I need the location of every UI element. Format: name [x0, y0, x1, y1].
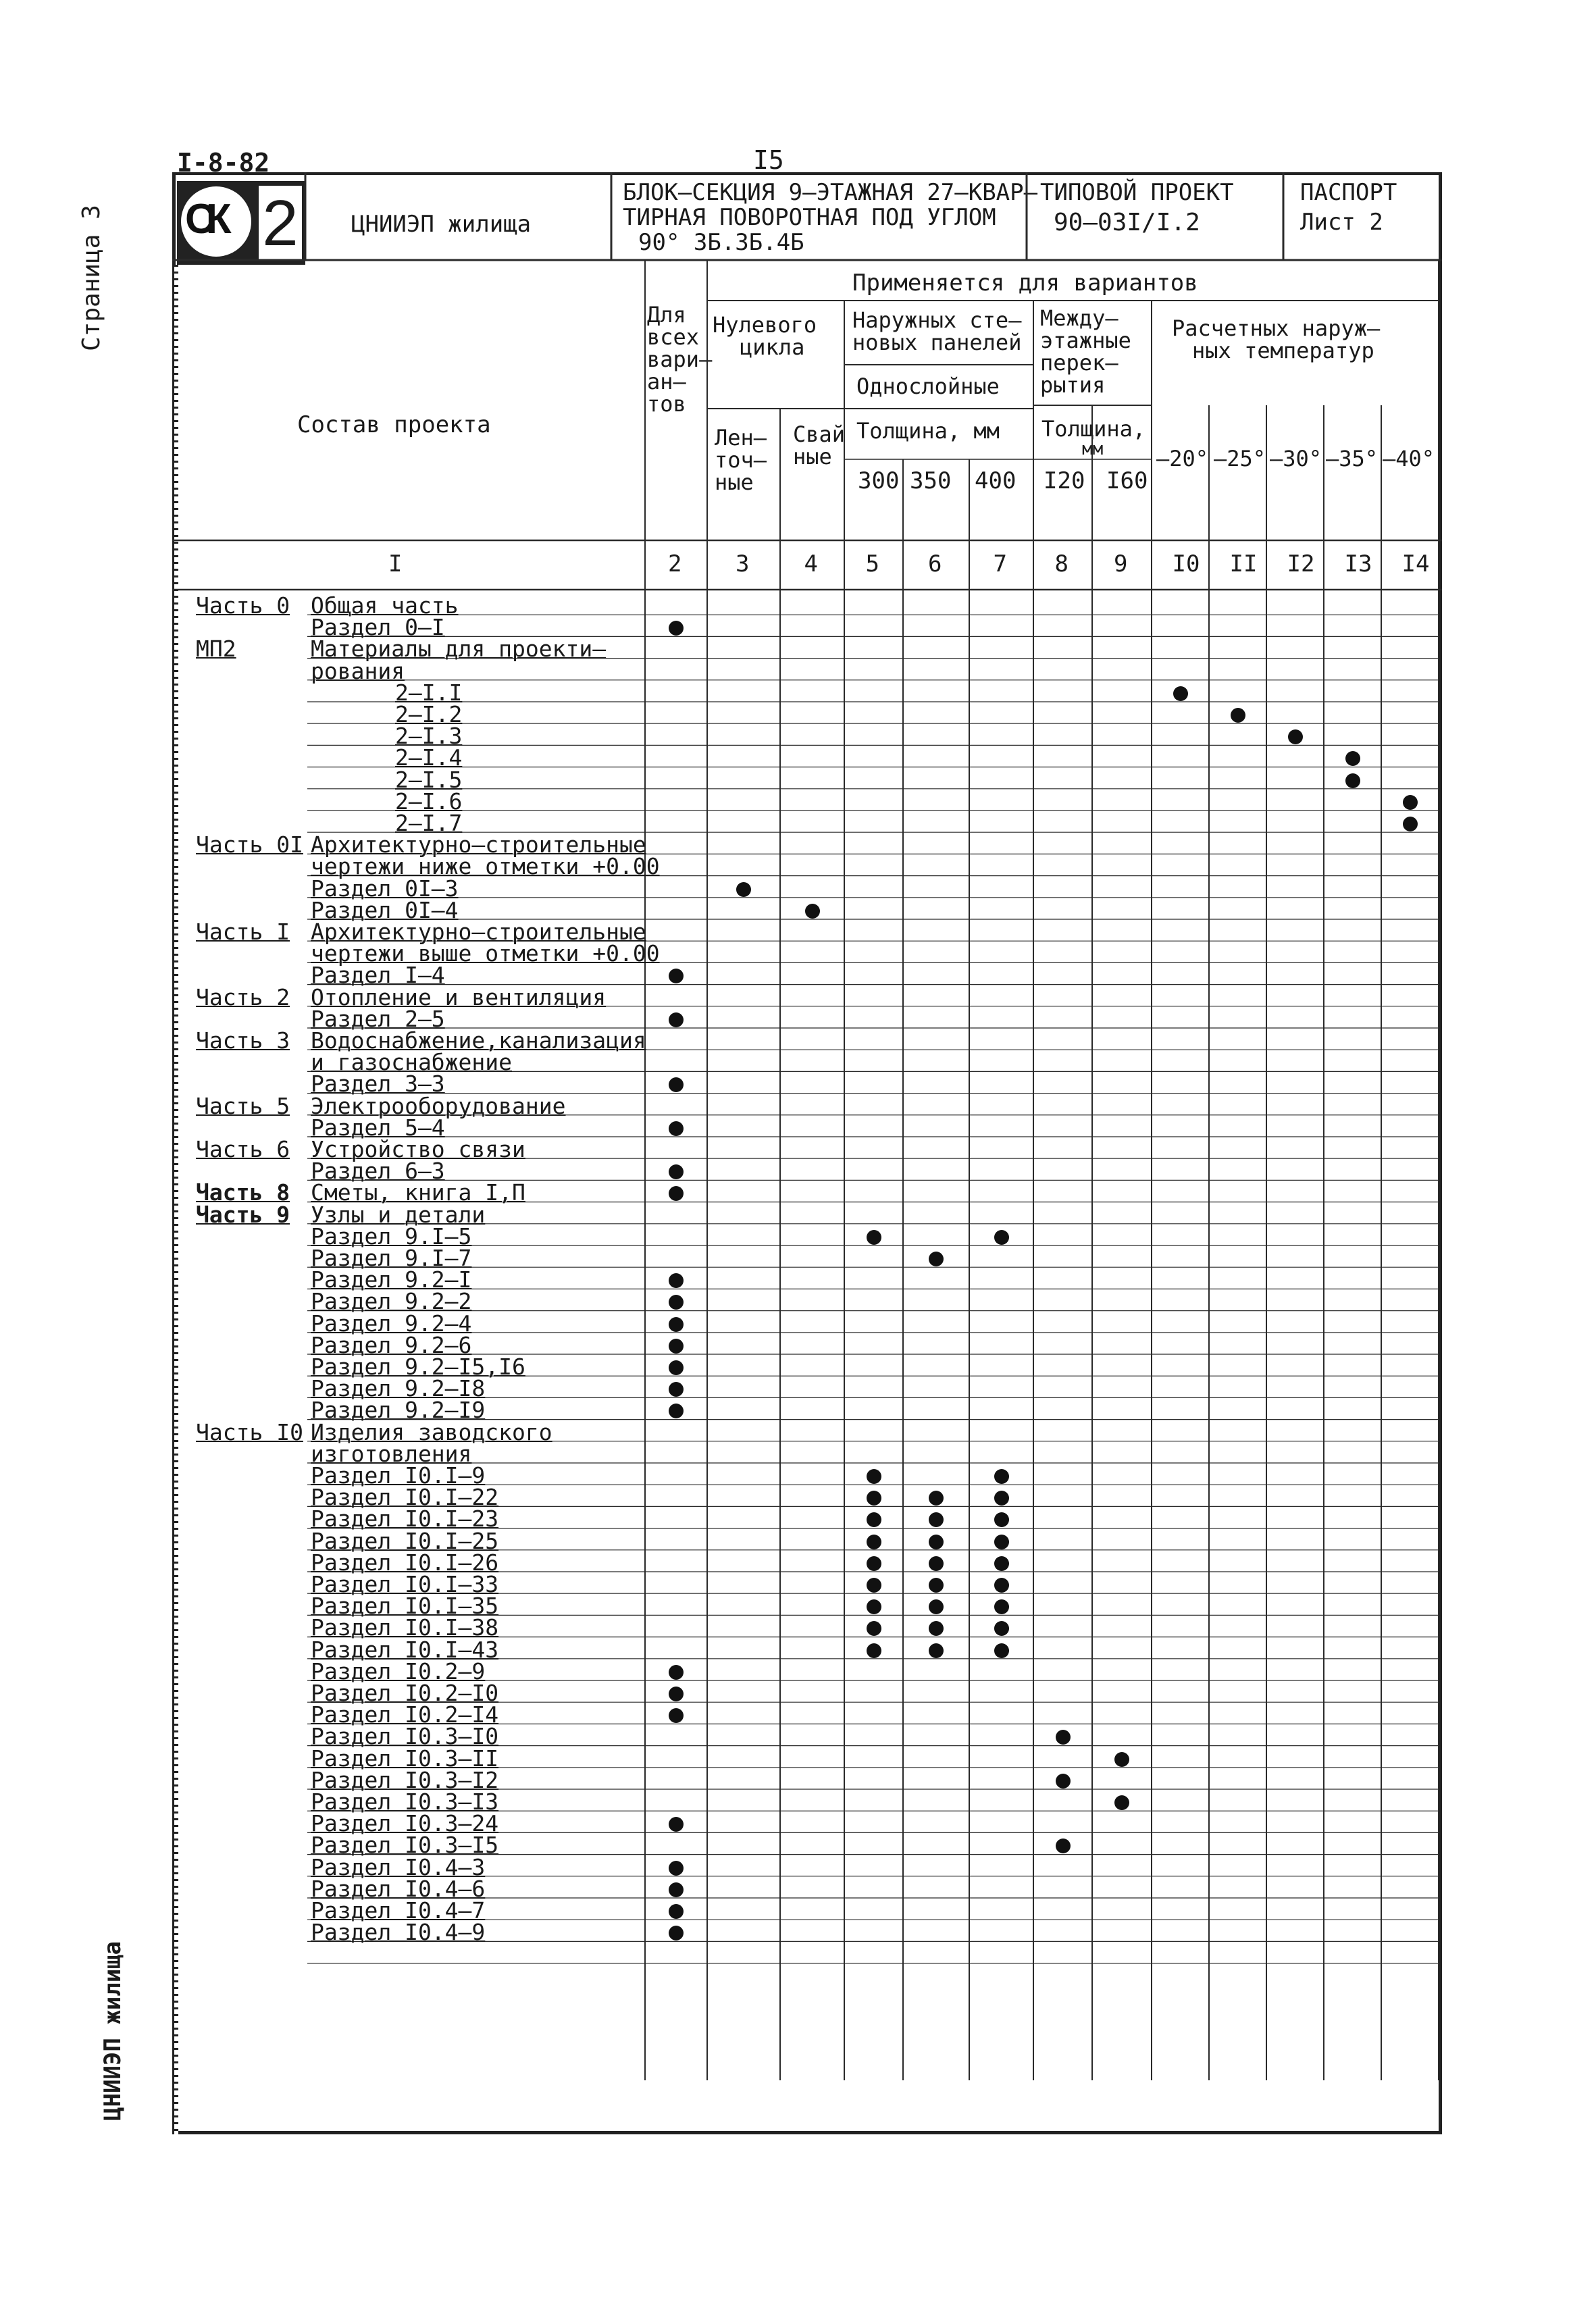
applicability-mark [994, 1556, 1009, 1571]
temp-20: –20° [1156, 446, 1209, 471]
row-section-text: 2–I.4 [395, 744, 463, 771]
applicability-mark [929, 1252, 944, 1266]
doc-type: ПАСПОРТ [1300, 179, 1397, 206]
applicability-mark [1345, 773, 1360, 788]
row-section-text: Раздел 9.2–I5,I6 [311, 1354, 525, 1380]
applicability-mark [867, 1535, 881, 1549]
applicability-mark [867, 1491, 881, 1506]
applicability-mark [994, 1491, 1009, 1506]
row-part-label: Часть 6 [196, 1136, 290, 1162]
applicability-mark [1231, 708, 1245, 723]
floors-line: Между– [1040, 305, 1118, 331]
row-section-text: Раздел 9.2–I [311, 1266, 472, 1293]
all-variants-line: Для [647, 302, 686, 328]
row-section-text: Материалы для проекти– [311, 636, 607, 663]
applicability-mark [1056, 1774, 1071, 1789]
applicability-mark [929, 1556, 944, 1571]
column-number: 4 [804, 550, 818, 577]
project-title-line-2: ТИРНАЯ ПОВОРОТНАЯ ПОД УГЛОМ [623, 204, 996, 231]
row-section-text: Раздел 6–3 [311, 1158, 445, 1185]
column-number: 9 [1114, 550, 1128, 577]
applicability-mark [736, 882, 751, 897]
applicability-mark [994, 1599, 1009, 1614]
row-section-text: Архитектурно–строительные [311, 831, 646, 858]
column-number: I3 [1344, 550, 1372, 577]
project-type-label: ТИПОВОЙ ПРОЕКТ [1040, 179, 1234, 206]
temp-40: –40° [1383, 446, 1435, 471]
applicability-mark [867, 1512, 881, 1527]
thickness-header: Толщина, мм [856, 418, 1000, 444]
row-section-text: Раздел I0.3–I3 [311, 1789, 499, 1815]
organization-name: ЦНИИЭП жилища [351, 211, 532, 238]
row-section-text: Раздел I0.I–33 [311, 1571, 499, 1597]
zero-cycle-line: Нулевого [713, 312, 817, 338]
row-part-label: МП2 [196, 636, 236, 663]
row-part-label: Часть 2 [196, 983, 290, 1010]
row-section-text: Архитектурно–строительные [311, 919, 646, 945]
applicability-mark [1114, 1795, 1129, 1810]
row-section-text: Раздел 9.I–5 [311, 1223, 472, 1250]
row-section-text: Раздел I0.I–26 [311, 1549, 499, 1576]
temp-30: –30° [1270, 446, 1322, 471]
row-section-text: 2–I.5 [395, 766, 463, 793]
applicability-mark [929, 1535, 944, 1549]
applicability-mark [867, 1643, 881, 1658]
row-section-text: чертежи ниже отметки +0.00 [311, 853, 660, 880]
applicability-mark [669, 1012, 684, 1027]
column-number: 7 [993, 550, 1007, 577]
applicability-mark [1288, 729, 1303, 744]
row-section-text: 2–I.I [395, 679, 463, 706]
row-section-text: Раздел I0.I–9 [311, 1462, 486, 1489]
row-section-text: чертежи выше отметки +0.00 [311, 940, 660, 967]
applicability-mark [669, 1339, 684, 1354]
sheet-code: I-8-82 [177, 148, 270, 178]
logo-letters: СК [185, 196, 222, 242]
sheet-label: Лист 2 [1300, 209, 1383, 236]
row-section-text: Раздел I0.2–I0 [311, 1680, 499, 1706]
row-section-text: Раздел 2–5 [311, 1005, 445, 1032]
row-part-label: Часть I [196, 919, 290, 945]
row-section-text: Раздел 9.I–7 [311, 1245, 472, 1271]
applicability-mark [994, 1535, 1009, 1549]
side-label-page: Страница 3 [78, 205, 105, 351]
floors-line: этажные [1040, 328, 1131, 353]
column-number: II [1229, 550, 1258, 577]
applicability-mark [867, 1578, 881, 1593]
row-section-text: Изделия заводского [311, 1418, 552, 1445]
applicability-mark [669, 1687, 684, 1701]
row-section-text: Раздел 0I–4 [311, 896, 459, 923]
row-section-text: Раздел I0.4–6 [311, 1875, 486, 1902]
thickness-400: 400 [975, 467, 1016, 494]
applicability-mark [867, 1230, 881, 1245]
row-section-text: Сметы, книга I,П [311, 1179, 525, 1206]
temps-line: ных температур [1192, 338, 1374, 363]
floor-thickness-line: Толщина, [1041, 416, 1146, 442]
pile-line: Свай [793, 421, 846, 447]
row-section-text: 2–I.7 [395, 810, 463, 836]
applicability-mark [1056, 1839, 1071, 1853]
floor-thickness-120: I20 [1044, 467, 1085, 494]
applicability-mark [805, 904, 820, 919]
column-number: 5 [865, 550, 879, 577]
row-section-text: Общая часть [311, 592, 459, 619]
row-section-text: Раздел I–4 [311, 962, 445, 989]
row-section-text: Раздел 9.2–I9 [311, 1397, 486, 1424]
row-section-text: Раздел I0.2–I4 [311, 1701, 499, 1728]
row-section-text: Раздел I0.3–II [311, 1745, 499, 1772]
column-number: I4 [1401, 550, 1430, 577]
row-section-text: Раздел 9.2–4 [311, 1310, 472, 1337]
column-number: 8 [1054, 550, 1069, 577]
row-section-text: Раздел I0.4–9 [311, 1919, 486, 1946]
side-label-org: ЦНИИЭП жилища [99, 1940, 126, 2121]
row-section-text: Раздел I0.4–7 [311, 1897, 486, 1924]
all-variants-line: всех [647, 324, 700, 350]
all-variants-line: вари– [647, 346, 713, 372]
row-section-text: Устройство связи [311, 1136, 525, 1162]
applicability-mark [669, 1861, 684, 1876]
thickness-350: 350 [910, 467, 952, 494]
applicability-mark [994, 1230, 1009, 1245]
wall-panels-line: Наружных сте– [852, 307, 1022, 333]
row-section-text: Раздел I0.I–35 [311, 1593, 499, 1620]
column-number: 6 [928, 550, 942, 577]
row-section-text: Отопление и вентиляция [311, 983, 607, 1010]
row-section-text: Раздел 9.2–I8 [311, 1375, 486, 1402]
row-section-text: Раздел 9.2–6 [311, 1331, 472, 1358]
floors-line: перек– [1040, 350, 1118, 376]
row-section-text: Раздел I0.3–24 [311, 1810, 499, 1837]
row-section-text: Раздел 0–I [311, 614, 445, 641]
row-section-text: Раздел 3–3 [311, 1071, 445, 1098]
strip-line: ные [715, 469, 754, 495]
row-part-label: Часть 5 [196, 1092, 290, 1119]
project-title-line-3: 90° ЗБ.ЗБ.4Б [638, 229, 804, 256]
applicability-mark [867, 1621, 881, 1636]
applicability-mark [867, 1599, 881, 1614]
row-section-text: рования [311, 657, 405, 684]
applicability-mark [669, 1317, 684, 1332]
temps-line: Расчетных наруж– [1172, 315, 1381, 341]
floor-thickness-160: I60 [1106, 467, 1148, 494]
column-number: I [388, 550, 403, 577]
column-number: I0 [1172, 550, 1200, 577]
applicability-mark [669, 1882, 684, 1897]
applicability-mark [1173, 686, 1188, 701]
column-number: I2 [1287, 550, 1315, 577]
zero-cycle-line: цикла [740, 334, 805, 360]
page-number: I5 [753, 145, 784, 175]
row-section-text: 2–I.6 [395, 788, 463, 815]
applies-header: Применяется для вариантов [852, 269, 1198, 297]
row-section-text: Раздел 0I–3 [311, 875, 459, 902]
row-part-label: Часть 9 [196, 1201, 290, 1228]
applicability-mark [1345, 751, 1360, 766]
row-part-label: Часть 8 [196, 1179, 290, 1206]
row-part-label: Часть I0 [196, 1418, 303, 1445]
row-section-text: Раздел I0.I–43 [311, 1636, 499, 1663]
applicability-mark [994, 1512, 1009, 1527]
column-number: 3 [736, 550, 750, 577]
row-section-text: Раздел I0.I–38 [311, 1614, 499, 1641]
row-section-text: Раздел I0.3–I0 [311, 1723, 499, 1750]
all-variants-line: ан– [647, 369, 686, 394]
applicability-mark [929, 1643, 944, 1658]
row-part-label: Часть 0 [196, 592, 290, 619]
applicability-mark [994, 1621, 1009, 1636]
row-section-text: 2–I.2 [395, 701, 463, 727]
row-section-text: Водоснабжение,канализация [311, 1027, 646, 1054]
row-section-text: изготовления [311, 1440, 472, 1467]
applicability-mark [867, 1556, 881, 1571]
wall-panels-line: новых панелей [852, 330, 1022, 355]
applicability-mark [1403, 795, 1418, 810]
applicability-mark [669, 1665, 684, 1680]
applicability-mark [929, 1578, 944, 1593]
thickness-300: 300 [858, 467, 900, 494]
row-section-text: Раздел I0.3–I5 [311, 1832, 499, 1859]
row-section-text: Раздел I0.I–23 [311, 1506, 499, 1533]
row-section-text: 2–I.3 [395, 723, 463, 750]
row-section-text: Раздел I0.I–22 [311, 1484, 499, 1511]
all-variants-line: тов [647, 391, 686, 417]
applicability-mark [994, 1578, 1009, 1593]
logo-number: 2 [257, 184, 304, 262]
row-section-text: Раздел I0.I–25 [311, 1527, 499, 1554]
row-section-text: Раздел 9.2–2 [311, 1288, 472, 1315]
project-number: 90–03I/I.2 [1054, 209, 1200, 236]
temp-25: –25° [1214, 446, 1266, 471]
row-part-label: Часть 3 [196, 1027, 290, 1054]
applicability-mark [994, 1643, 1009, 1658]
temp-35: –35° [1326, 446, 1379, 471]
column-number: 2 [668, 550, 682, 577]
applicability-mark [1056, 1730, 1071, 1745]
applicability-mark [669, 1121, 684, 1136]
project-title-line-1: БЛОК–СЕКЦИЯ 9–ЭТАЖНАЯ 27–КВАР– [623, 179, 1038, 206]
row-section-text: и газоснабжение [311, 1049, 513, 1076]
composition-header: Состав проекта [297, 411, 491, 438]
row-section-text: Электрооборудование [311, 1092, 566, 1119]
applicability-mark [1114, 1752, 1129, 1767]
row-section-text: Раздел 5–4 [311, 1114, 445, 1141]
single-layer-header: Однослойные [856, 374, 1000, 399]
row-section-text: Раздел I0.4–3 [311, 1853, 486, 1880]
strip-line: точ– [715, 447, 767, 473]
pile-line: ные [793, 444, 832, 469]
row-section-text: Узлы и детали [311, 1201, 486, 1228]
floor-thickness-line: мм [1082, 439, 1104, 459]
applicability-mark [867, 1469, 881, 1484]
applicability-mark [669, 1360, 684, 1375]
row-section-text: Раздел I0.2–9 [311, 1657, 486, 1685]
row-part-label: Часть 0I [196, 831, 303, 858]
applicability-mark [669, 1904, 684, 1919]
strip-line: Лен– [715, 425, 767, 451]
floors-line: рытия [1040, 372, 1106, 398]
applicability-mark [994, 1469, 1009, 1484]
applicability-mark [1403, 817, 1418, 831]
row-section-text: Раздел I0.3–I2 [311, 1766, 499, 1793]
